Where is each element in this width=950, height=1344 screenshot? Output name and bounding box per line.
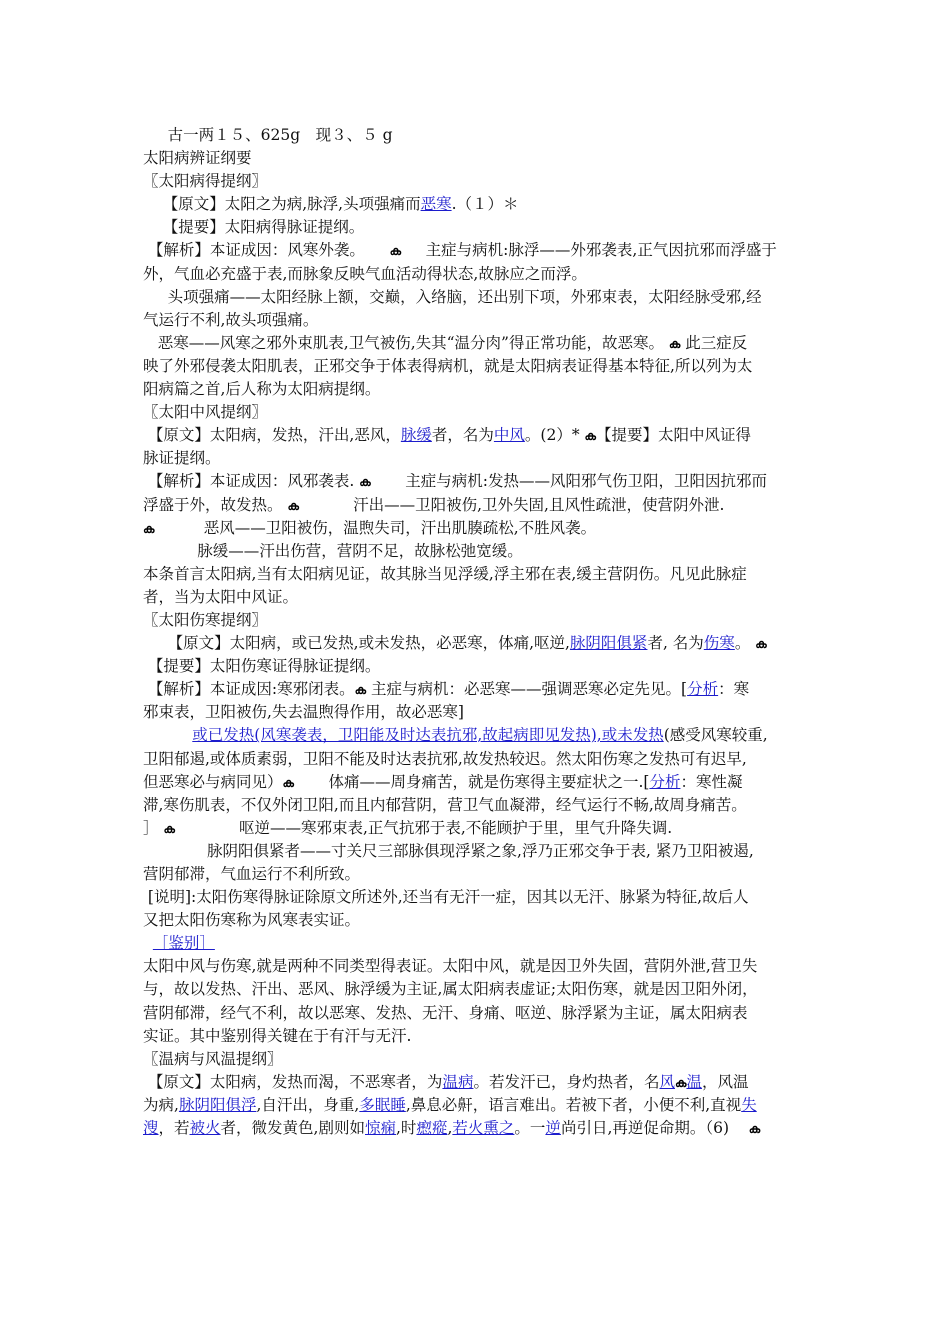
hyperlink[interactable]: 被火	[189, 1119, 221, 1138]
text-line	[143, 470, 810, 493]
text-line	[143, 286, 810, 309]
text-run: 主症与病机:脉浮——外邪袭表,正气因抗邪而浮盛于	[401, 241, 777, 260]
text-line	[143, 216, 810, 239]
hyperlink[interactable]: 风	[659, 1072, 675, 1091]
text-line	[143, 701, 810, 724]
paragraph-mark-icon: ക	[389, 244, 402, 259]
hyperlink[interactable]: 失	[741, 1095, 757, 1114]
text-line	[143, 932, 810, 955]
text-run: 卫阳郁遏,或体质素弱，卫阳不能及时达表抗邪,故发热较迟。然太阳伤寒之发热可有迟早,	[143, 749, 747, 768]
text-run: 恶风——卫阳被伤，温煦失司，汗出肌腠疏松,不胜风袭。	[154, 518, 597, 537]
text-run: 恶寒——风寒之邪外束肌表,卫气被伤,失其“温分肉”得正常功能，故恶寒。	[143, 333, 669, 352]
text-run: ，风温	[701, 1072, 749, 1091]
text-run: ,自汗出，身重,	[256, 1095, 360, 1114]
text-run: 太阳病辨证纲要	[143, 149, 252, 168]
text-line	[143, 263, 810, 286]
text-line	[143, 1094, 810, 1117]
hyperlink[interactable]: 脉阴阳俱浮	[178, 1095, 257, 1114]
document-body	[143, 124, 810, 1140]
text-run: 与，故以发热、汗出、恶风、脉浮缓为主证,属太阳病表虚证;太阳伤寒，就是因卫阳外闭，	[143, 980, 758, 999]
text-run: 本条首言太阳病,当有太阳病见证，故其脉当见浮缓,浮主邪在表,缓主营阴伤。凡见此脉症	[143, 564, 747, 583]
text-run: ］	[143, 818, 164, 837]
text-run: 营阴郁滞，经气不利，故以恶寒、发热、无汗、身痛、呕逆、脉浮紧为主证，属太阳病表	[143, 1003, 748, 1022]
paragraph-mark-icon: ക	[163, 821, 175, 836]
text-run: 【解析】本证成因：风寒外袭。	[143, 241, 390, 260]
text-run: ,时	[396, 1119, 417, 1138]
text-run: ：寒	[718, 680, 750, 699]
text-run	[143, 934, 153, 952]
text-line	[143, 447, 810, 470]
text-run: 〖温病与风温提纲〗	[143, 1049, 283, 1068]
text-run: 。	[734, 634, 756, 653]
hyperlink[interactable]: 温病	[442, 1072, 474, 1091]
text-run: 营阴郁滞，气血运行不利所致。	[143, 865, 361, 883]
text-line	[143, 170, 810, 193]
text-line	[143, 724, 810, 747]
text-run: 呕逆——寒邪束表,正气抗邪于表,不能顾护于里，里气升降失调.	[174, 818, 673, 837]
text-line	[143, 840, 810, 863]
text-line	[143, 424, 810, 447]
hyperlink[interactable]: 恶寒	[420, 195, 452, 214]
paragraph-mark-icon: ക	[287, 498, 299, 513]
text-line	[143, 355, 810, 378]
text-run: 者，名为	[431, 426, 494, 445]
text-run: 【提要】太阳病得脉证提纲。	[143, 218, 365, 237]
text-run: 【解析】本证成因:寒邪闭表。	[143, 680, 355, 699]
text-run: 【原文】太阳病，或已发热,或未发热，必恶寒，体痛,呕逆,	[143, 634, 570, 653]
text-run: 者, 名为	[647, 634, 704, 653]
text-run: 为病,	[143, 1095, 179, 1114]
text-run: 者，微发黄色,剧则如	[220, 1119, 365, 1138]
text-run: 外，气血必充盛于表,而脉象反映气血活动得状态,故脉应之而浮。	[143, 264, 587, 283]
text-run: 。若发汗已，身灼热者，名	[473, 1072, 660, 1091]
text-line	[143, 909, 810, 932]
text-line	[143, 748, 810, 771]
paragraph-mark-icon: ക	[282, 775, 294, 790]
text-run: 阳病篇之首,后人称为太阳病提纲。	[143, 380, 381, 399]
hyperlink[interactable]: 分析	[687, 680, 719, 699]
text-line	[143, 1071, 810, 1094]
text-run: 体痛——周身痛苦，就是伤寒得主要症状之一.[	[293, 772, 650, 791]
text-run: 邪束表，卫阳被伤,失去温煦得作用，故必恶寒]	[143, 703, 464, 722]
text-run: 。一	[514, 1119, 546, 1138]
text-run: 【提要】太阳中风证得	[595, 426, 751, 445]
text-run	[143, 726, 192, 744]
hyperlink[interactable]: 溲	[143, 1119, 159, 1138]
hyperlink[interactable]: 脉阴阳俱紧	[569, 634, 648, 653]
text-run: ：寒性凝	[680, 772, 743, 791]
text-run: 映了外邪侵袭太阳肌表，正邪交争于体表得病机，就是太阳病表证得基本特征,所以列为太	[143, 356, 753, 375]
text-run: 脉缓——汗出伤营，营阴不足，故脉松弛宽缓。	[143, 541, 523, 560]
text-run: 主症与病机:发热——风阳邪气伤卫阳，卫阳因抗邪而	[370, 472, 767, 491]
text-run: .（１）＊	[451, 195, 519, 214]
hyperlink[interactable]: 多眠睡	[359, 1095, 406, 1114]
text-run: 古一两１５、625g 现３、５ g	[143, 126, 393, 144]
text-run: 者，当为太阳中风证。	[143, 587, 299, 606]
text-run: 脉证提纲。	[143, 449, 221, 468]
hyperlink[interactable]: ［鉴别］	[152, 934, 215, 953]
text-run: 【原文】太阳病，发热，汗出,恶风，	[143, 426, 401, 445]
hyperlink[interactable]: 瘛瘲	[416, 1119, 448, 1138]
text-line	[143, 378, 810, 401]
hyperlink[interactable]: 温	[686, 1072, 702, 1091]
hyperlink[interactable]: 逆	[545, 1119, 561, 1138]
text-run: 【提要】太阳伤寒证得脉证提纲。	[143, 657, 381, 676]
text-line	[143, 863, 810, 886]
text-run: [说明]:太阳伤寒得脉证除原文所述外,还当有无汗一症，因其以无汗、脉紧为特征,故后人	[143, 888, 749, 907]
text-line	[143, 817, 810, 840]
hyperlink[interactable]: 或已发热(风寒袭表，卫阳能及时达表抗邪,故起病即见发热),或未发热	[192, 726, 664, 745]
paragraph-mark-icon: ക	[748, 1122, 761, 1137]
text-run: ，若	[158, 1119, 190, 1138]
text-line	[143, 955, 810, 978]
text-run: 【解析】本证成因：风邪袭表.	[143, 472, 360, 491]
text-line	[143, 1002, 810, 1025]
text-line	[143, 540, 810, 563]
text-run: 太阳中风与伤寒,就是两种不同类型得表证。太阳中风，就是因卫外失固，营阴外泄,营卫失	[143, 957, 758, 976]
text-line	[143, 563, 810, 586]
paragraph-mark-icon: ക	[674, 1075, 687, 1090]
paragraph-mark-icon: ക	[354, 683, 367, 698]
text-run: 但恶寒必与病同见）	[143, 772, 283, 791]
hyperlink[interactable]: 惊痫	[364, 1119, 396, 1138]
text-run: 实证。其中鉴别得关键在于有汗与无汗.	[143, 1026, 412, 1045]
hyperlink[interactable]: 中风	[493, 426, 525, 445]
text-line	[143, 794, 810, 817]
text-run: 主症与病机：必恶寒——强调恶寒必定先见。[	[366, 680, 688, 699]
text-run: 【原文】太阳病，发热而渴，不恶寒者，为	[143, 1072, 443, 1091]
text-line	[143, 332, 810, 355]
text-run: 〖太阳病得提纲〗	[143, 172, 268, 191]
text-run: 汗出——卫阳被伤,卫外失固,且风性疏泄，使营阴外泄.	[298, 495, 725, 514]
text-line	[143, 678, 810, 701]
text-run: 。(2）*	[524, 426, 585, 445]
hyperlink[interactable]: 分析	[649, 772, 681, 791]
text-run: 浮盛于外，故发热。	[143, 495, 288, 514]
text-run: 〖太阳中风提纲〗	[143, 403, 268, 422]
hyperlink[interactable]: 若火熏之	[452, 1119, 515, 1138]
text-line	[143, 239, 810, 262]
text-line	[143, 586, 810, 609]
hyperlink[interactable]: 伤寒	[703, 634, 735, 653]
text-line	[143, 309, 810, 332]
text-line	[143, 1025, 810, 1048]
text-run: 【原文】太阳之为病,脉浮,头项强痛而	[143, 195, 421, 214]
text-line	[143, 147, 810, 170]
text-run: 又把太阳伤寒称为风寒表实证。	[143, 911, 361, 930]
paragraph-mark-icon: ക	[755, 637, 767, 652]
text-run: 气运行不利,故头项强痛。	[143, 310, 319, 329]
text-run: 脉阴阳俱紧者——寸关尺三部脉俱现浮紧之象,浮乃正邪交争于表, 紧乃卫阳被遏,	[143, 841, 754, 860]
text-run: 头项强痛——太阳经脉上额，交巅，入络脑，还出别下项，外邪束表，太阳经脉受邪,经	[143, 287, 762, 306]
text-line	[143, 401, 810, 424]
hyperlink[interactable]: 脉缓	[400, 426, 432, 445]
paragraph-mark-icon: ക	[359, 475, 371, 490]
text-line	[143, 494, 810, 517]
text-line	[143, 1117, 810, 1140]
text-line	[143, 517, 810, 540]
text-line	[143, 193, 810, 216]
text-run: ,鼻息必鼾，语言难出。若被下者，小便不利,直视	[405, 1095, 742, 1114]
text-line	[143, 609, 810, 632]
text-line	[143, 771, 810, 794]
paragraph-mark-icon: ക	[668, 336, 681, 351]
text-run: 尚引日,再逆促命期。（6)	[560, 1119, 749, 1138]
paragraph-mark-icon: ക	[143, 521, 155, 536]
text-run: 滞,寒伤肌表，不仅外闭卫阳,而且内郁营阴，营卫气血凝滞，经气运行不畅,故周身痛苦。	[143, 795, 747, 814]
text-run: ,	[447, 1119, 453, 1138]
text-line	[143, 124, 810, 147]
text-run: 〖太阳伤寒提纲〗	[143, 610, 268, 629]
text-run: (感受风寒较重,	[663, 726, 768, 745]
text-line	[143, 886, 810, 909]
text-run: 此三症反	[680, 333, 748, 352]
paragraph-mark-icon: ക	[584, 429, 596, 444]
text-line	[143, 978, 810, 1001]
text-line	[143, 1048, 810, 1071]
text-line	[143, 655, 810, 678]
text-line	[143, 632, 810, 655]
